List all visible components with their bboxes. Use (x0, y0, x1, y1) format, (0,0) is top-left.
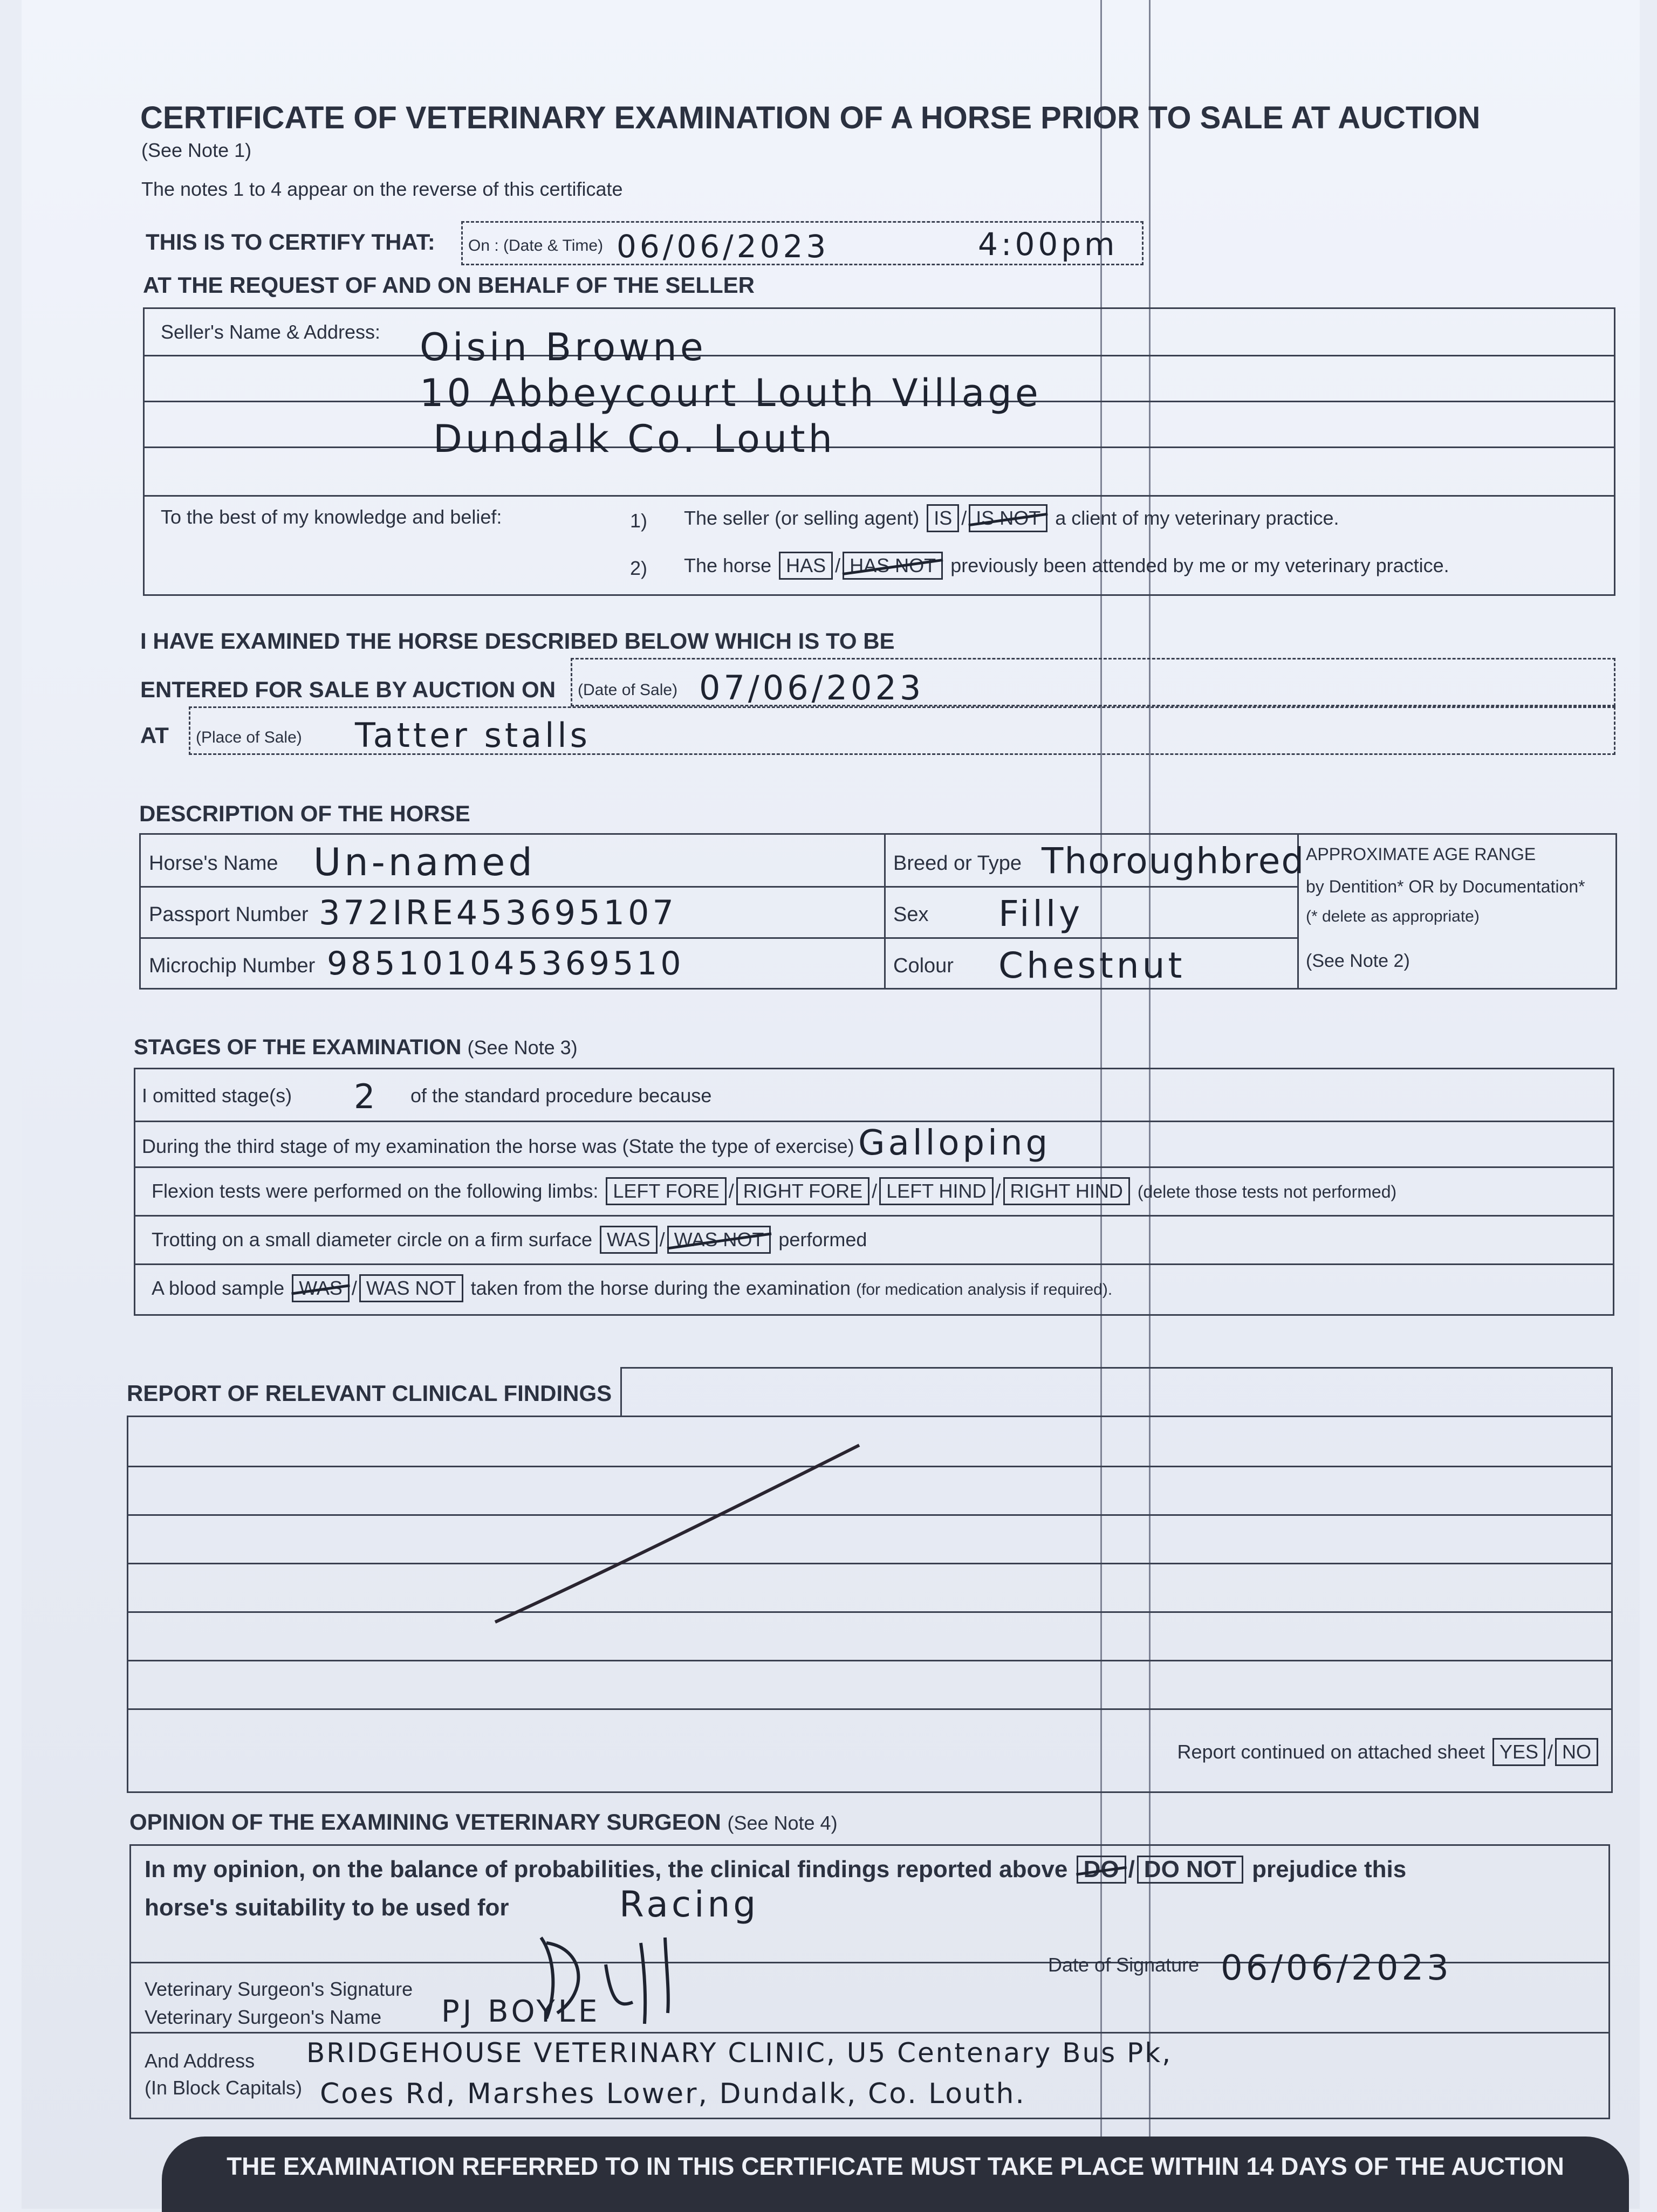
trotting-performed-label: performed (778, 1228, 867, 1251)
blood-sample-suffix: taken from the horse during the examination (470, 1277, 851, 1299)
trotting-was-not-option[interactable]: WAS NOT (667, 1226, 771, 1254)
left-fore-option[interactable]: LEFT FORE (606, 1177, 726, 1205)
see-note-1: (See Note 1) (141, 139, 252, 161)
microchip-number-label: Microchip Number (149, 954, 316, 977)
age-range-heading: APPROXIMATE AGE RANGE (1306, 844, 1536, 864)
seller-section (143, 307, 1615, 596)
passport-number-value: 372IRE453695107 (319, 893, 677, 932)
stages-table (134, 1068, 1614, 1316)
microchip-number-value: 985101045369510 (327, 945, 684, 983)
trotting-row: Trotting on a small diameter circle on a firm surface WAS / WAS NOT performed (152, 1226, 867, 1254)
flexion-delete-note: (delete those tests not performed) (1137, 1182, 1397, 1201)
left-hind-option[interactable]: LEFT HIND (879, 1177, 993, 1205)
notes-line: The notes 1 to 4 appear on the reverse of this certificate (141, 178, 623, 200)
age-range-method: by Dentition* OR by Documentation* (1306, 877, 1585, 896)
signature-label: Veterinary Surgeon's Signature (145, 1978, 413, 2000)
client-statement-prefix: The seller (or selling agent) (684, 507, 920, 529)
opinion-text-prefix: In my opinion, on the balance of probabilities, the clinical findings reported above (145, 1856, 1068, 1883)
opinion-section (129, 1844, 1610, 2119)
right-hind-option[interactable]: RIGHT HIND (1003, 1177, 1130, 1205)
passport-number-label: Passport Number (149, 903, 309, 926)
omitted-stage-label: I omitted stage(s) (142, 1084, 292, 1107)
breed-value: Thoroughbred (1042, 840, 1305, 882)
exam-time-value: 4:00pm (978, 226, 1118, 263)
blood-sample-note: (for medication analysis if required). (856, 1281, 1113, 1299)
signature-date-value: 06/06/2023 (1221, 1948, 1452, 1988)
report-continued-label: Report continued on attached sheet (1177, 1741, 1485, 1763)
opinion-see-note: (See Note 4) (727, 1812, 838, 1834)
attended-has-not-option[interactable]: HAS NOT (843, 552, 943, 580)
stages-heading-text: STAGES OF THE EXAMINATION (134, 1035, 462, 1059)
seller-name-value: Oisin Browne (420, 325, 707, 369)
certificate-title: CERTIFICATE OF VETERINARY EXAMINATION OF A HORSE PRIOR TO SALE AT AUCTION (140, 100, 1481, 135)
opinion-do-not-option[interactable]: DO NOT (1137, 1856, 1243, 1884)
colour-label: Colour (893, 954, 954, 977)
vet-name-label: Veterinary Surgeon's Name (145, 2006, 382, 2028)
certify-label: THIS IS TO CERTIFY THAT: (146, 229, 435, 255)
colour-value: Chestnut (998, 945, 1186, 986)
knowledge-item-1-number: 1) (630, 510, 648, 532)
sex-label: Sex (893, 903, 929, 926)
client-statement-suffix: a client of my veterinary practice. (1055, 507, 1339, 529)
client-is-option[interactable]: IS (927, 504, 959, 532)
flexion-tests-row: Flexion tests were performed on the following limbs: LEFT FORE / RIGHT FORE / LEFT HIND / RIGHT HIND (delete those tests not performed) (152, 1177, 1396, 1205)
opinion-heading (129, 1809, 838, 1835)
place-of-sale-field (189, 706, 1615, 755)
trotting-was-option[interactable]: WAS (600, 1226, 658, 1254)
vet-address-line-2: Coes Rd, Marshes Lower, Dundalk, Co. Louth. (320, 2078, 1026, 2110)
seller-address-line-2: Dundalk Co. Louth (433, 417, 836, 461)
stages-see-note: (See Note 3) (467, 1036, 578, 1059)
opinion-heading-text: OPINION OF THE EXAMINING VETERINARY SURGEON (129, 1809, 721, 1835)
examined-statement: I HAVE EXAMINED THE HORSE DESCRIBED BELOW WHICH IS TO BE (140, 628, 895, 654)
knowledge-item-2-number: 2) (630, 557, 648, 579)
omitted-stage-reason-label: of the standard procedure because (410, 1084, 712, 1107)
third-stage-label: During the third stage of my examination the horse was (State the type of exercise) (142, 1135, 854, 1157)
vet-address-label: And Address (145, 2050, 255, 2072)
at-label: AT (140, 723, 169, 748)
entered-for-sale-label: ENTERED FOR SALE BY AUCTION ON (140, 677, 556, 702)
signature-date-label: Date of Signature (1048, 1954, 1200, 1976)
trotting-label: Trotting on a small diameter circle on a firm surface (152, 1228, 592, 1251)
report-heading: REPORT OF RELEVANT CLINICAL FINDINGS (127, 1380, 612, 1406)
certificate-sheet (22, 0, 1640, 2209)
footer-banner: THE EXAMINATION REFERRED TO IN THIS CERTIFICATE MUST TAKE PLACE WITHIN 14 DAYS OF THE AUCTION (162, 2137, 1629, 2212)
breed-label: Breed or Type (893, 852, 1022, 875)
exercise-type-value: Galloping (858, 1123, 1051, 1163)
attended-statement-prefix: The horse (684, 554, 772, 576)
opinion-statement: In my opinion, on the balance of probabilities, the clinical findings reported above DO / DO NOT prejudice this (145, 1856, 1407, 1883)
omitted-stage-value: 2 (354, 1077, 379, 1116)
vet-address-line-1: BRIDGEHOUSE VETERINARY CLINIC, U5 Centenary Bus Pk, (306, 2037, 1173, 2069)
report-yes-option[interactable]: YES (1492, 1738, 1545, 1766)
block-capitals-note: (In Block Capitals) (145, 2077, 303, 2099)
stages-heading (134, 1035, 578, 1060)
attended-has-option[interactable]: HAS (779, 552, 833, 580)
client-is-not-option[interactable]: IS NOT (969, 504, 1047, 532)
vet-name-value: PJ BOYLE (441, 1994, 601, 2029)
report-no-option[interactable]: NO (1555, 1738, 1598, 1766)
date-of-sale-label: (Date of Sale) (578, 681, 678, 699)
date-of-sale-value: 07/06/2023 (699, 668, 925, 707)
blood-sample-label: A blood sample (152, 1277, 285, 1299)
sex-value: Filly (998, 893, 1084, 935)
date-of-sale-field (571, 658, 1615, 706)
horse-description-table (139, 833, 1617, 990)
blood-was-not-option[interactable]: WAS NOT (359, 1274, 463, 1302)
age-delete-note: (* delete as appropriate) (1306, 908, 1480, 925)
report-findings-area (127, 1416, 1613, 1793)
knowledge-item-2: The horse HAS / HAS NOT previously been attended by me or my veterinary practice. (684, 552, 1449, 580)
report-continued-row: Report continued on attached sheet YES / NO (1177, 1738, 1601, 1766)
seller-address-line-1: 10 Abbeycourt Louth Village (420, 371, 1042, 415)
knowledge-label: To the best of my knowledge and belief: (161, 506, 502, 528)
opinion-text-suffix: prejudice this (1252, 1856, 1407, 1883)
right-fore-option[interactable]: RIGHT FORE (736, 1177, 869, 1205)
horse-name-value: Un-named (313, 840, 536, 884)
opinion-do-option[interactable]: DO (1077, 1856, 1126, 1884)
place-of-sale-label: (Place of Sale) (196, 729, 302, 746)
date-time-field (461, 221, 1144, 265)
age-see-note: (See Note 2) (1306, 951, 1410, 971)
attended-statement-suffix: previously been attended by me or my veterinary practice. (950, 554, 1449, 576)
suitability-label: horse's suitability to be used for (145, 1894, 509, 1921)
intended-use-value: Racing (619, 1884, 759, 1925)
horse-description-heading: DESCRIPTION OF THE HORSE (139, 801, 470, 826)
exam-date-value: 06/06/2023 (617, 228, 830, 265)
report-heading-box (620, 1367, 1613, 1416)
place-of-sale-value: Tatter stalls (355, 716, 591, 755)
blood-sample-row: A blood sample WAS / WAS NOT taken from the horse during the examination (for medication analysis if required). (152, 1274, 1112, 1302)
knowledge-item-1: The seller (or selling agent) IS / IS NOT a client of my veterinary practice. (684, 504, 1339, 532)
date-time-label: On : (Date & Time) (468, 237, 604, 255)
flexion-tests-label: Flexion tests were performed on the following limbs: (152, 1180, 599, 1202)
horse-name-label: Horse's Name (149, 852, 278, 875)
seller-name-address-label: Seller's Name & Address: (161, 321, 381, 343)
blood-was-option[interactable]: WAS (292, 1274, 350, 1302)
seller-heading: AT THE REQUEST OF AND ON BEHALF OF THE SELLER (143, 272, 755, 298)
